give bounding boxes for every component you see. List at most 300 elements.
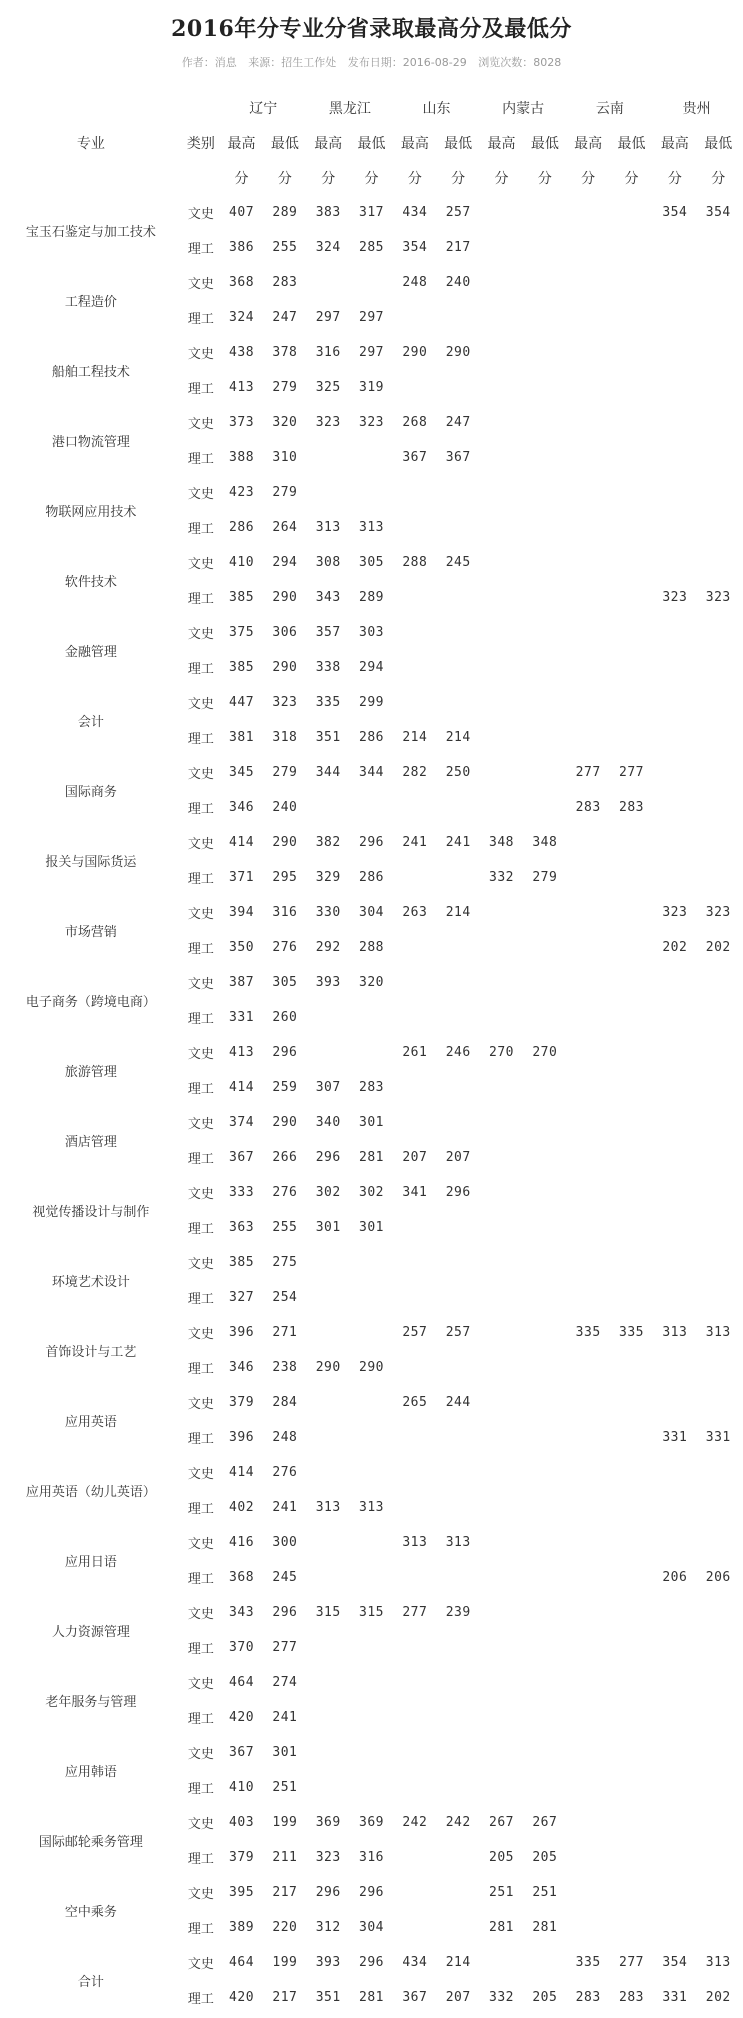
province-header: 辽宁	[249, 101, 278, 117]
high-score-cell	[480, 1000, 523, 1035]
score-table-body	[0, 195, 740, 2015]
high-score-cell	[480, 965, 523, 1000]
low-score-header: 最低	[270, 135, 299, 152]
high-score-cell: 344	[315, 765, 341, 780]
low-score-cell: 323	[705, 590, 731, 605]
low-score-cell: 279	[272, 380, 298, 395]
low-score-cell	[696, 1035, 740, 1070]
subject-type: 文史	[187, 1257, 214, 1272]
high-score-cell	[393, 510, 436, 545]
high-score-cell	[393, 965, 436, 1000]
high-score-cell: 277	[575, 765, 601, 780]
low-score-cell	[610, 300, 653, 335]
table-row	[0, 1455, 740, 1490]
high-score-cell: 379	[229, 1850, 255, 1865]
low-score-cell: 217	[445, 240, 471, 255]
unit-label: 分	[277, 170, 292, 187]
high-score-cell: 354	[662, 205, 688, 220]
low-score-cell: 276	[272, 940, 298, 955]
low-score-cell	[610, 825, 653, 860]
low-score-cell	[523, 1175, 566, 1210]
low-score-cell: 320	[359, 975, 385, 990]
table-row	[0, 545, 740, 580]
high-score-cell: 367	[229, 1745, 255, 1760]
table-row	[0, 1315, 740, 1350]
high-score-cell	[653, 755, 696, 790]
high-score-cell	[653, 1840, 696, 1875]
subject-type: 文史	[187, 907, 214, 922]
low-score-cell	[523, 1945, 566, 1980]
major-name: 港口物流管理	[51, 434, 130, 450]
table-row	[0, 615, 740, 650]
high-score-cell	[567, 1805, 610, 1840]
high-score-cell: 312	[315, 1920, 341, 1935]
low-score-cell	[696, 230, 740, 265]
high-score-cell	[393, 1630, 436, 1665]
high-score-cell: 402	[229, 1500, 255, 1515]
high-score-cell	[307, 1630, 350, 1665]
low-score-cell	[696, 440, 740, 475]
low-score-cell: 331	[705, 1430, 731, 1445]
province-header: 山东	[422, 101, 451, 117]
low-score-cell: 279	[532, 870, 558, 885]
low-score-cell: 277	[619, 765, 644, 780]
low-score-cell	[523, 1315, 566, 1350]
low-score-cell	[350, 1315, 393, 1350]
high-score-cell	[480, 1385, 523, 1420]
low-score-cell	[350, 1665, 393, 1700]
low-score-header: 最低	[357, 135, 386, 152]
subject-type: 文史	[187, 837, 214, 852]
low-score-cell: 313	[445, 1535, 471, 1550]
high-score-cell: 323	[315, 415, 341, 430]
low-score-cell	[696, 545, 740, 580]
high-score-cell: 393	[315, 975, 341, 990]
high-score-cell: 296	[315, 1150, 341, 1165]
subject-type: 理工	[187, 382, 214, 397]
low-score-cell	[610, 335, 653, 370]
subject-type: 理工	[187, 592, 214, 607]
low-score-cell	[523, 1385, 566, 1420]
high-score-cell: 331	[662, 1430, 688, 1445]
low-score-cell	[350, 790, 393, 825]
low-score-cell: 283	[272, 275, 298, 290]
low-score-cell	[696, 650, 740, 685]
high-score-cell	[653, 475, 696, 510]
high-score-cell: 396	[229, 1430, 255, 1445]
high-score-cell: 207	[402, 1150, 428, 1165]
high-score-cell: 423	[229, 485, 255, 500]
high-score-cell	[653, 1105, 696, 1140]
low-score-cell	[696, 685, 740, 720]
low-score-cell	[696, 860, 740, 895]
subject-type: 文史	[187, 1397, 214, 1412]
high-score-cell: 270	[489, 1045, 514, 1060]
low-score-cell: 241	[272, 1500, 298, 1515]
high-score-cell	[480, 545, 523, 580]
high-score-cell	[480, 440, 523, 475]
low-score-cell: 257	[445, 1325, 471, 1340]
high-score-cell	[393, 580, 436, 615]
low-score-cell: 199	[272, 1955, 298, 1970]
low-score-cell	[610, 405, 653, 440]
low-score-cell	[437, 1350, 480, 1385]
high-score-cell: 313	[662, 1325, 688, 1340]
low-score-cell: 207	[445, 1990, 471, 2005]
high-score-cell: 323	[662, 590, 688, 605]
high-score-cell	[480, 650, 523, 685]
high-score-cell: 367	[402, 1990, 428, 2005]
low-score-cell: 267	[532, 1815, 558, 1830]
high-score-cell	[307, 1280, 350, 1315]
high-score-cell	[567, 1595, 610, 1630]
table-row	[0, 1385, 740, 1420]
low-score-cell: 207	[445, 1150, 471, 1165]
high-score-cell	[393, 1455, 436, 1490]
low-score-cell: 283	[619, 800, 644, 815]
high-score-cell	[307, 1700, 350, 1735]
low-score-header: 最低	[530, 135, 559, 152]
high-score-cell	[653, 720, 696, 755]
low-score-cell	[523, 1595, 566, 1630]
high-score-cell: 282	[402, 765, 428, 780]
high-score-cell	[307, 1245, 350, 1280]
high-score-cell: 343	[229, 1605, 255, 1620]
high-score-cell	[653, 1525, 696, 1560]
major-name: 市场营销	[64, 924, 117, 940]
low-score-cell: 313	[359, 520, 385, 535]
empty-header-cell	[182, 160, 220, 195]
low-score-cell	[610, 1245, 653, 1280]
high-score-cell: 370	[229, 1640, 255, 1655]
low-score-cell	[437, 615, 480, 650]
high-score-cell	[480, 510, 523, 545]
low-score-cell	[350, 1385, 393, 1420]
low-score-cell	[696, 1105, 740, 1140]
high-score-cell: 354	[402, 240, 428, 255]
low-score-cell: 284	[272, 1395, 298, 1410]
low-score-cell: 239	[445, 1605, 471, 1620]
low-score-cell: 296	[359, 1955, 385, 1970]
low-score-cell: 202	[705, 1990, 731, 2005]
low-score-cell	[610, 475, 653, 510]
subject-type: 理工	[187, 452, 214, 467]
high-score-cell	[393, 1490, 436, 1525]
table-row	[0, 265, 740, 300]
high-score-cell: 340	[315, 1115, 341, 1130]
low-score-cell	[523, 1665, 566, 1700]
low-score-cell	[350, 1420, 393, 1455]
unit-label: 分	[667, 170, 682, 187]
high-score-cell	[567, 265, 610, 300]
high-score-cell: 261	[402, 1045, 428, 1060]
high-score-cell	[567, 405, 610, 440]
high-score-cell: 396	[229, 1325, 255, 1340]
low-score-cell: 305	[359, 555, 385, 570]
low-score-cell: 294	[359, 660, 385, 675]
high-score-cell	[653, 230, 696, 265]
subject-type: 文史	[187, 487, 214, 502]
high-score-cell	[653, 1700, 696, 1735]
high-score-cell: 374	[229, 1115, 255, 1130]
high-score-cell: 283	[575, 800, 601, 815]
high-score-cell: 296	[315, 1885, 341, 1900]
high-score-cell: 407	[229, 205, 255, 220]
province-header: 贵州	[682, 101, 711, 117]
high-score-cell	[480, 1700, 523, 1735]
high-score-cell	[393, 1840, 436, 1875]
low-score-cell	[610, 545, 653, 580]
low-score-cell	[437, 1000, 480, 1035]
low-score-cell	[696, 405, 740, 440]
subject-type: 文史	[187, 1887, 214, 1902]
subject-type: 理工	[187, 1292, 214, 1307]
low-score-cell	[523, 895, 566, 930]
high-score-cell	[653, 1805, 696, 1840]
low-score-cell: 286	[359, 870, 385, 885]
high-score-cell	[307, 440, 350, 475]
province-header: 黑龙江	[328, 101, 371, 117]
high-score-cell	[480, 405, 523, 440]
low-score-cell: 247	[445, 415, 471, 430]
subject-type: 文史	[187, 1607, 214, 1622]
high-score-cell	[480, 580, 523, 615]
high-score-cell: 464	[229, 1955, 255, 1970]
low-score-cell: 369	[359, 1815, 385, 1830]
high-score-cell: 410	[229, 1780, 255, 1795]
high-score-cell	[393, 1070, 436, 1105]
high-score-cell	[307, 1035, 350, 1070]
low-score-cell: 302	[359, 1185, 385, 1200]
low-score-cell: 220	[272, 1920, 298, 1935]
high-score-cell: 394	[229, 905, 255, 920]
low-score-cell	[350, 440, 393, 475]
high-score-cell	[480, 930, 523, 965]
low-score-cell	[610, 1805, 653, 1840]
low-score-cell: 289	[272, 205, 298, 220]
high-score-cell: 283	[575, 1990, 601, 2005]
high-score-cell	[480, 1315, 523, 1350]
subject-type: 理工	[187, 1222, 214, 1237]
high-score-cell	[567, 1385, 610, 1420]
low-score-cell	[523, 300, 566, 335]
high-score-cell: 447	[229, 695, 255, 710]
high-score-cell: 385	[229, 1255, 255, 1270]
low-score-cell	[610, 1770, 653, 1805]
high-score-cell	[480, 1175, 523, 1210]
low-score-cell	[696, 1385, 740, 1420]
high-score-cell: 290	[402, 345, 428, 360]
high-score-cell: 367	[229, 1150, 255, 1165]
article-meta	[0, 54, 743, 70]
low-score-cell: 344	[359, 765, 385, 780]
high-score-cell: 367	[402, 450, 428, 465]
subject-type: 文史	[187, 767, 214, 782]
meta-date: 发布日期：2016-08-29	[347, 56, 467, 69]
low-score-cell	[610, 650, 653, 685]
high-score-cell	[567, 1035, 610, 1070]
low-score-cell	[523, 335, 566, 370]
unit-label: 分	[451, 170, 466, 187]
low-score-cell	[610, 720, 653, 755]
subject-type: 文史	[187, 977, 214, 992]
subject-type: 理工	[187, 1782, 214, 1797]
high-score-cell: 205	[489, 1850, 514, 1865]
low-score-cell	[610, 1630, 653, 1665]
low-score-cell	[437, 1735, 480, 1770]
low-score-cell: 290	[359, 1360, 385, 1375]
low-score-cell	[696, 1910, 740, 1945]
low-score-cell: 248	[272, 1430, 298, 1445]
high-score-cell	[307, 1455, 350, 1490]
low-score-header: 最低	[444, 135, 473, 152]
low-score-cell: 296	[359, 1885, 385, 1900]
high-score-cell: 420	[229, 1990, 255, 2005]
major-name: 应用韩语	[64, 1764, 117, 1780]
low-score-cell: 202	[705, 940, 731, 955]
high-score-cell	[653, 1910, 696, 1945]
low-score-cell: 301	[272, 1745, 298, 1760]
low-score-cell	[437, 580, 480, 615]
table-row	[0, 1735, 740, 1770]
low-score-cell: 279	[272, 485, 298, 500]
low-score-cell	[437, 1490, 480, 1525]
low-score-cell: 245	[445, 555, 471, 570]
low-score-cell: 303	[359, 625, 385, 640]
low-score-cell	[610, 440, 653, 475]
low-score-cell	[610, 1840, 653, 1875]
low-score-cell: 241	[272, 1710, 298, 1725]
high-score-cell	[653, 545, 696, 580]
low-score-cell	[437, 370, 480, 405]
low-score-cell: 255	[272, 1220, 298, 1235]
low-score-cell	[610, 1280, 653, 1315]
subject-type: 理工	[187, 312, 214, 327]
high-score-cell	[480, 720, 523, 755]
low-score-cell	[350, 1525, 393, 1560]
low-score-cell	[523, 195, 566, 230]
low-score-cell: 297	[359, 310, 385, 325]
low-score-cell	[350, 1735, 393, 1770]
type-column-header: 类别	[186, 135, 215, 152]
low-score-cell	[610, 1385, 653, 1420]
low-score-cell	[696, 475, 740, 510]
high-score-cell	[393, 1735, 436, 1770]
low-score-cell	[696, 615, 740, 650]
table-row	[0, 1175, 740, 1210]
major-name: 应用英语	[64, 1414, 117, 1430]
unit-label: 分	[407, 170, 422, 187]
low-score-cell: 238	[272, 1360, 298, 1375]
high-score-cell	[307, 1770, 350, 1805]
low-score-cell	[696, 370, 740, 405]
low-score-cell: 266	[272, 1150, 298, 1165]
high-score-cell: 302	[315, 1185, 341, 1200]
low-score-cell: 301	[359, 1115, 385, 1130]
low-score-cell	[350, 1035, 393, 1070]
high-score-cell	[480, 1630, 523, 1665]
low-score-cell	[523, 370, 566, 405]
high-score-cell	[307, 1315, 350, 1350]
low-score-cell: 246	[445, 1045, 471, 1060]
low-score-cell	[350, 1700, 393, 1735]
high-score-cell	[480, 1525, 523, 1560]
high-score-cell: 434	[402, 1955, 428, 1970]
high-score-cell	[567, 1070, 610, 1105]
province-header: 内蒙古	[502, 101, 545, 117]
high-score-cell: 373	[229, 415, 255, 430]
high-score-cell	[480, 1490, 523, 1525]
subject-type: 文史	[187, 627, 214, 642]
high-score-cell	[393, 685, 436, 720]
high-score-cell: 286	[229, 520, 255, 535]
unit-label: 分	[234, 170, 249, 187]
low-score-cell	[523, 1490, 566, 1525]
admission-score-table	[0, 91, 740, 2015]
low-score-cell: 281	[359, 1150, 385, 1165]
major-name: 环境艺术设计	[51, 1274, 130, 1290]
high-score-cell	[393, 1210, 436, 1245]
low-score-cell: 304	[359, 1920, 385, 1935]
high-score-cell: 346	[229, 1360, 255, 1375]
low-score-cell	[696, 720, 740, 755]
high-score-cell	[567, 1490, 610, 1525]
high-score-cell: 350	[229, 940, 255, 955]
major-column-header: 专业	[76, 136, 105, 152]
subject-type: 理工	[187, 1362, 214, 1377]
low-score-cell: 296	[359, 835, 385, 850]
province-header-row	[0, 91, 740, 125]
low-score-cell: 289	[359, 590, 385, 605]
major-name: 首饰设计与工艺	[45, 1344, 137, 1360]
low-score-cell: 214	[445, 1955, 471, 1970]
low-score-cell	[437, 650, 480, 685]
high-score-cell: 346	[229, 800, 255, 815]
high-score-cell	[653, 1350, 696, 1385]
low-score-cell	[610, 1700, 653, 1735]
high-score-cell: 332	[489, 1990, 514, 2005]
low-score-cell	[350, 1000, 393, 1035]
high-score-cell: 413	[229, 380, 255, 395]
low-score-cell	[437, 1455, 480, 1490]
high-score-cell	[567, 1245, 610, 1280]
low-score-cell	[696, 1140, 740, 1175]
high-score-cell: 383	[315, 205, 341, 220]
high-score-cell	[653, 440, 696, 475]
low-score-cell	[437, 300, 480, 335]
low-score-cell: 296	[272, 1605, 298, 1620]
high-score-cell: 341	[402, 1185, 428, 1200]
low-score-cell: 245	[272, 1570, 298, 1585]
unit-label: 分	[537, 170, 552, 187]
unit-label: 分	[711, 170, 726, 187]
table-row	[0, 1595, 740, 1630]
low-score-cell: 277	[619, 1955, 644, 1970]
high-score-cell: 368	[229, 275, 255, 290]
high-score-cell	[480, 335, 523, 370]
low-score-cell	[696, 1700, 740, 1735]
low-score-cell	[523, 405, 566, 440]
high-score-cell: 214	[402, 730, 428, 745]
low-score-cell	[350, 1630, 393, 1665]
table-row	[0, 1035, 740, 1070]
low-score-cell	[610, 1070, 653, 1105]
high-score-cell	[653, 265, 696, 300]
unit-label: 分	[364, 170, 379, 187]
low-score-cell	[437, 1630, 480, 1665]
low-score-cell	[350, 1560, 393, 1595]
high-score-cell: 416	[229, 1535, 255, 1550]
